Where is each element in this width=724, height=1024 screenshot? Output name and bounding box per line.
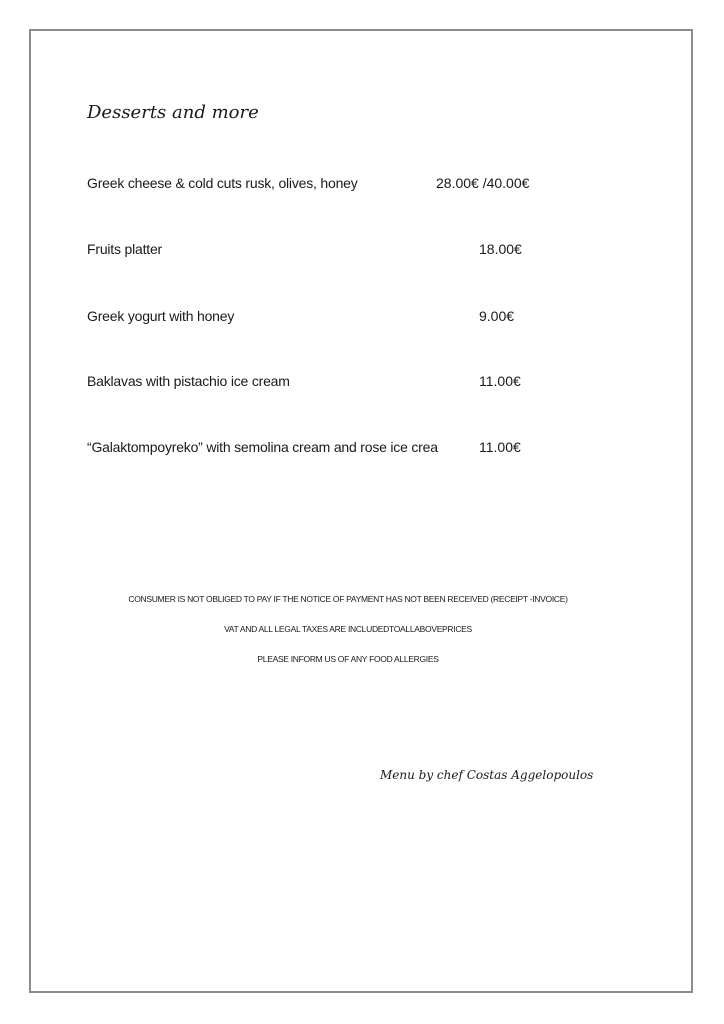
menu-item xyxy=(0,175,724,197)
item-name: “Galaktompoyreko” with semolina cream and rose ice crea xyxy=(87,439,438,455)
tax-notice: VAT AND ALL LEGAL TAXES ARE INCLUDEDTOALLABOVEPRICES xyxy=(224,624,472,634)
page-frame xyxy=(29,29,693,993)
item-price: 9.00€ xyxy=(479,308,515,324)
allergy-notice: PLEASE INFORM US OF ANY FOOD ALLERGIES xyxy=(257,654,439,664)
payment-notice: CONSUMER IS NOT OBLIGED TO PAY IF THE NOTICE OF PAYMENT HAS NOT BEEN RECEIVED (RECEIPT -INVOICE) xyxy=(128,594,568,604)
menu-item xyxy=(0,439,724,461)
item-name: Baklavas with pistachio ice cream xyxy=(87,373,290,389)
item-price: 11.00€ xyxy=(479,439,521,455)
item-name: Greek cheese & cold cuts rusk, olives, honey xyxy=(87,175,358,191)
chef-signature: Menu by chef Costas Aggelopoulos xyxy=(380,768,594,782)
menu-item xyxy=(0,373,724,395)
item-price: 11.00€ xyxy=(479,373,521,389)
menu-item xyxy=(0,308,724,330)
item-name: Greek yogurt with honey xyxy=(87,308,235,324)
item-name: Fruits platter xyxy=(87,241,162,257)
section-title: Desserts and more xyxy=(87,102,259,123)
menu-item xyxy=(0,241,724,263)
item-price: 18.00€ xyxy=(479,241,522,257)
item-price: 28.00€ /40.00€ xyxy=(436,175,530,191)
